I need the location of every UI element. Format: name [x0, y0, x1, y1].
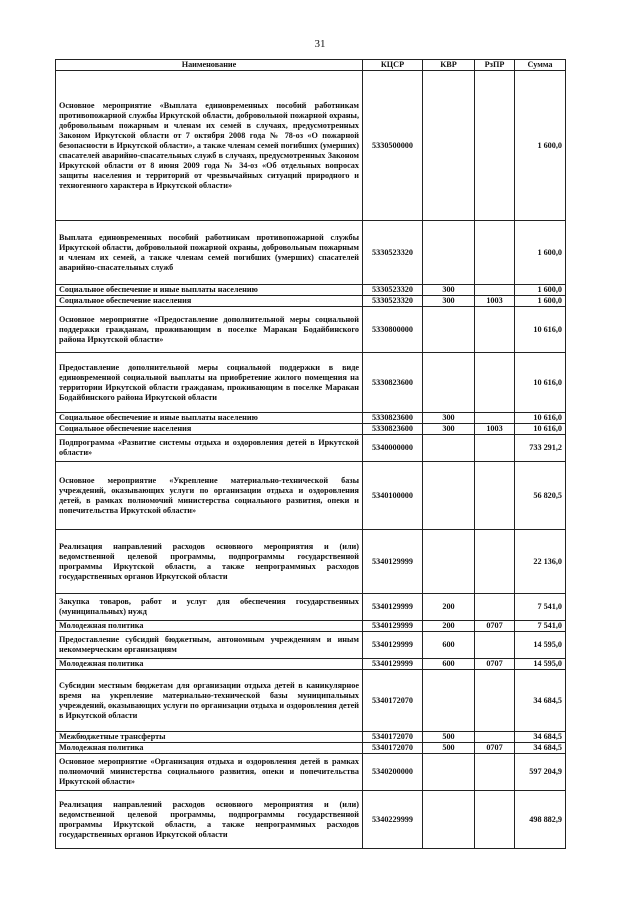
row-sum: 34 684,5 [515, 670, 566, 732]
row-kcsr: 5340129999 [363, 659, 423, 670]
row-kvr [423, 353, 475, 413]
table-row [56, 296, 566, 307]
row-kvr: 600 [423, 659, 475, 670]
row-kcsr: 5340172070 [363, 743, 423, 754]
row-name: Социальное обеспечение и иные выплаты населению [56, 285, 363, 296]
row-sum: 7 541,0 [515, 621, 566, 632]
row-rzpr [475, 670, 515, 732]
table-row [56, 353, 566, 413]
row-kcsr: 5340172070 [363, 732, 423, 743]
row-kvr [423, 791, 475, 849]
row-name: Межбюджетные трансферты [56, 732, 363, 743]
row-rzpr [475, 791, 515, 849]
row-rzpr [475, 732, 515, 743]
table-row [56, 659, 566, 670]
header-kcsr: КЦСР [363, 60, 423, 71]
row-rzpr: 0707 [475, 743, 515, 754]
row-sum: 733 291,2 [515, 435, 566, 462]
row-sum: 22 136,0 [515, 530, 566, 594]
table-row [56, 435, 566, 462]
row-rzpr [475, 307, 515, 353]
row-kvr: 200 [423, 594, 475, 621]
row-sum: 1 600,0 [515, 296, 566, 307]
row-rzpr [475, 285, 515, 296]
table-row [56, 530, 566, 594]
row-name: Основное мероприятие «Организация отдыха и оздоровления детей в рамках полномочий министерства социального развития, опеки и попечительства Иркутской области» [56, 754, 363, 791]
table-row [56, 462, 566, 530]
row-sum: 1 600,0 [515, 71, 566, 221]
row-kcsr: 5330523320 [363, 296, 423, 307]
row-rzpr [475, 754, 515, 791]
row-rzpr [475, 530, 515, 594]
row-name: Молодежная политика [56, 659, 363, 670]
row-sum: 10 616,0 [515, 413, 566, 424]
row-kvr: 200 [423, 621, 475, 632]
row-rzpr [475, 594, 515, 621]
row-rzpr: 1003 [475, 296, 515, 307]
row-name: Подпрограмма «Развитие системы отдыха и оздоровления детей в Иркутской области» [56, 435, 363, 462]
row-rzpr: 0707 [475, 659, 515, 670]
row-sum: 34 684,5 [515, 732, 566, 743]
row-name: Выплата единовременных пособий работникам противопожарной службы Иркутской области, добровольной пожарной охраны, добровольным пожарным и членам их семей, а также членам семей погибших (умерших) спасателей аварийно-спасательных служб [56, 221, 363, 285]
row-sum: 10 616,0 [515, 353, 566, 413]
table-row [56, 621, 566, 632]
row-sum: 10 616,0 [515, 424, 566, 435]
table-row [56, 221, 566, 285]
row-kcsr: 5340100000 [363, 462, 423, 530]
row-kcsr: 5340200000 [363, 754, 423, 791]
row-sum: 10 616,0 [515, 307, 566, 353]
row-rzpr [475, 435, 515, 462]
table-row [56, 670, 566, 732]
table-row [56, 743, 566, 754]
row-sum: 56 820,5 [515, 462, 566, 530]
row-sum: 34 684,5 [515, 743, 566, 754]
row-kcsr: 5330823600 [363, 424, 423, 435]
row-kcsr: 5340172070 [363, 670, 423, 732]
row-rzpr [475, 353, 515, 413]
row-kvr [423, 71, 475, 221]
row-kvr [423, 435, 475, 462]
row-kvr [423, 670, 475, 732]
page-number: 31 [314, 38, 326, 50]
row-rzpr [475, 462, 515, 530]
table-row [56, 632, 566, 659]
row-kvr: 500 [423, 743, 475, 754]
row-sum: 14 595,0 [515, 659, 566, 670]
row-kvr [423, 754, 475, 791]
table-row [56, 413, 566, 424]
row-name: Социальное обеспечение населения [56, 296, 363, 307]
table-row [56, 791, 566, 849]
row-name: Реализация направлений расходов основного мероприятия и (или) ведомственной целевой программы, подпрограммы государственной программы Иркутской области, а также непрограммных расходов государственных органов Иркутской области [56, 530, 363, 594]
row-sum: 1 600,0 [515, 285, 566, 296]
row-kcsr: 5330823600 [363, 353, 423, 413]
table-row [56, 732, 566, 743]
row-rzpr [475, 413, 515, 424]
row-kvr: 300 [423, 424, 475, 435]
table-row [56, 424, 566, 435]
row-sum: 7 541,0 [515, 594, 566, 621]
row-name: Социальное обеспечение и иные выплаты населению [56, 413, 363, 424]
row-kcsr: 5340129999 [363, 632, 423, 659]
header-sum: Сумма [515, 60, 566, 71]
row-kvr: 300 [423, 413, 475, 424]
row-rzpr [475, 632, 515, 659]
row-name: Субсидии местным бюджетам для организации отдыха детей в каникулярное время на укрепление материально-технической базы муниципальных учреждений, оказывающих услуги по организации отдыха и оздоровления детей в Иркутской области [56, 670, 363, 732]
row-name: Молодежная политика [56, 743, 363, 754]
row-sum: 1 600,0 [515, 221, 566, 285]
row-name: Социальное обеспечение населения [56, 424, 363, 435]
row-kvr: 300 [423, 296, 475, 307]
header-rzpr: РзПР [475, 60, 515, 71]
row-rzpr [475, 221, 515, 285]
row-name: Основное мероприятие «Укрепление материально-технической базы учреждений, оказывающих услуги по организации отдыха и оздоровления детей, в рамках полномочий министерства социального развития, опеки и попечительства Иркутской области» [56, 462, 363, 530]
budget-table [55, 59, 566, 849]
row-name: Предоставление дополнительной меры социальной поддержки в виде единовременной социальной выплаты на приобретение жилого помещения на территории Иркутской области гражданам, проживающим в поселке Маракан Бодайбинского района Иркутской области [56, 353, 363, 413]
row-kcsr: 5340229999 [363, 791, 423, 849]
row-rzpr: 0707 [475, 621, 515, 632]
row-kvr [423, 221, 475, 285]
table-row [56, 307, 566, 353]
row-kvr [423, 530, 475, 594]
table-row [56, 71, 566, 221]
row-kvr: 500 [423, 732, 475, 743]
row-kvr [423, 462, 475, 530]
row-rzpr [475, 71, 515, 221]
row-kcsr: 5330523320 [363, 221, 423, 285]
table-row [56, 754, 566, 791]
row-name: Основное мероприятие «Предоставление дополнительной меры социальной поддержки гражданам, проживающим в поселке Маракан Бодайбинского района Иркутской области» [56, 307, 363, 353]
row-kvr: 600 [423, 632, 475, 659]
row-sum: 14 595,0 [515, 632, 566, 659]
row-kcsr: 5330823600 [363, 413, 423, 424]
row-kcsr: 5330500000 [363, 71, 423, 221]
row-name: Закупка товаров, работ и услуг для обеспечения государственных (муниципальных) нужд [56, 594, 363, 621]
row-name: Молодежная политика [56, 621, 363, 632]
table-header-row [56, 60, 566, 71]
row-kcsr: 5340129999 [363, 530, 423, 594]
row-kvr: 300 [423, 285, 475, 296]
row-name: Реализация направлений расходов основного мероприятия и (или) ведомственной целевой программы, подпрограммы государственной программы Иркутской области, а также непрограммных расходов государственных органов Иркутской области [56, 791, 363, 849]
header-name: Наименование [56, 60, 363, 71]
table-row [56, 285, 566, 296]
table-row [56, 594, 566, 621]
row-kcsr: 5340129999 [363, 621, 423, 632]
row-sum: 498 882,9 [515, 791, 566, 849]
row-kvr [423, 307, 475, 353]
row-kcsr: 5340129999 [363, 594, 423, 621]
row-kcsr: 5340000000 [363, 435, 423, 462]
header-kvr: КВР [423, 60, 475, 71]
row-name: Предоставление субсидий бюджетным, автономным учреждениям и иным некоммерческим организациям [56, 632, 363, 659]
row-sum: 597 204,9 [515, 754, 566, 791]
row-rzpr: 1003 [475, 424, 515, 435]
row-kcsr: 5330523320 [363, 285, 423, 296]
row-name: Основное мероприятие «Выплата единовременных пособий работникам противопожарной службы Иркутской области, добровольной пожарной охраны, добровольным пожарным и членам их семей в случаях, предусмотренных Законом Иркутской области от 7 октября 2008 года № 78-оз «О пожарной безопасности в Иркутской области», а также членам семей погибших (умерших) спасателей аварийно-спасательных служб в случаях, предусмотренных Законом Иркутской области от 8 июня 2009 года № 34-оз «Об отдельных вопросах защиты населения и территорий от чрезвычайных ситуаций природного и техногенного характера в Иркутской области» [56, 71, 363, 221]
row-kcsr: 5330800000 [363, 307, 423, 353]
